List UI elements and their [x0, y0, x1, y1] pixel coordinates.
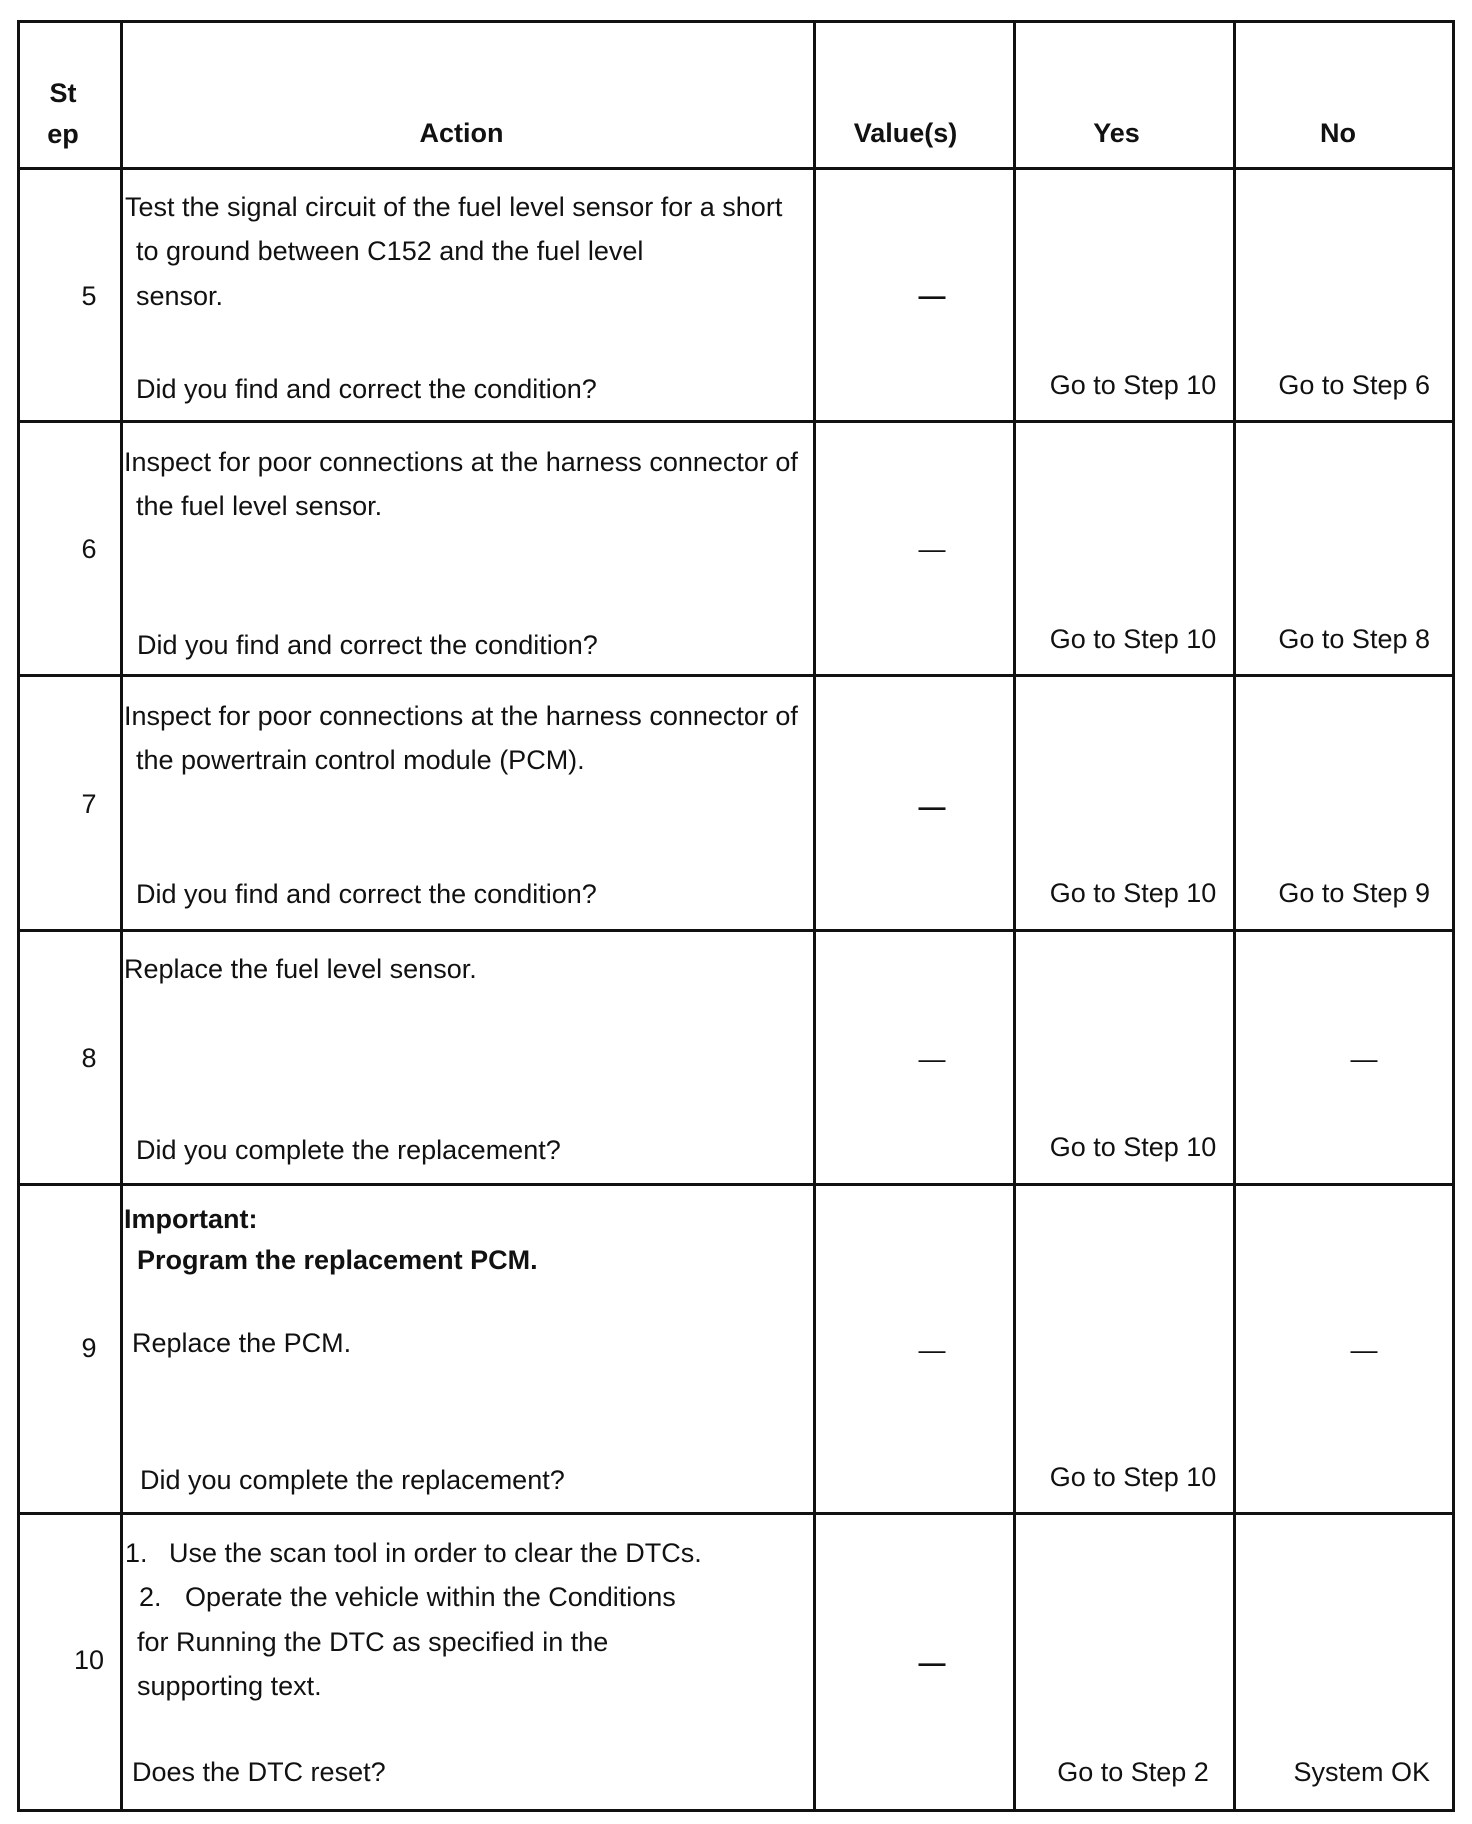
table-row — [17, 1515, 1455, 1812]
question-text: Did you complete the replacement? — [140, 1465, 565, 1495]
table-row — [17, 423, 1455, 677]
no-result: Go to Step 6 — [1278, 370, 1430, 400]
action-text: sensor. — [136, 281, 224, 311]
action-text: the powertrain control module (PCM). — [136, 745, 585, 775]
value-text: — — [918, 1335, 946, 1365]
table-row — [17, 677, 1455, 932]
no-result: — — [1350, 1044, 1378, 1074]
question-text: Did you complete the replacement? — [136, 1135, 561, 1165]
action-text: Replace the fuel level sensor. — [124, 954, 477, 984]
yes-result: Go to Step 10 — [1049, 370, 1217, 400]
header-action-cell — [120, 23, 813, 167]
value-cell — [813, 677, 1013, 929]
step-number: 7 — [81, 789, 97, 819]
step-cell — [17, 932, 120, 1183]
value-cell — [813, 170, 1013, 420]
action-cell — [120, 677, 813, 929]
yes-result: Go to Step 10 — [1049, 1462, 1217, 1492]
list-number: 1. — [125, 1538, 148, 1568]
no-cell — [1233, 170, 1455, 420]
list-item-text: Use the scan tool in order to clear the DTCs. — [169, 1538, 702, 1568]
step-cell — [17, 1186, 120, 1512]
table-header-row — [17, 20, 1455, 170]
header-no-label: No — [1320, 118, 1356, 148]
no-result: System OK — [1293, 1757, 1430, 1787]
step-cell — [17, 1515, 120, 1809]
header-step-cell — [17, 23, 120, 167]
yes-result: Go to Step 10 — [1049, 1132, 1217, 1162]
action-text: Inspect for poor connections at the harness connector of — [124, 701, 798, 731]
question-text: Did you find and correct the condition? — [137, 630, 598, 660]
table-row — [17, 932, 1455, 1186]
no-result: Go to Step 9 — [1278, 878, 1430, 908]
action-text: Inspect for poor connections at the harness connector of — [124, 447, 798, 477]
no-cell — [1233, 1186, 1455, 1512]
action-text: supporting text. — [137, 1671, 322, 1701]
step-number: 5 — [81, 281, 97, 311]
action-cell — [120, 932, 813, 1183]
no-result: Go to Step 8 — [1278, 624, 1430, 654]
action-text: for Running the DTC as specified in the — [137, 1627, 609, 1657]
value-text: — — [918, 534, 946, 564]
step-number: 10 — [73, 1645, 105, 1675]
list-number: 2. — [139, 1582, 162, 1612]
yes-result: Go to Step 10 — [1049, 878, 1217, 908]
value-cell — [813, 1186, 1013, 1512]
step-cell — [17, 170, 120, 420]
step-cell — [17, 677, 120, 929]
yes-result: Go to Step 2 — [1057, 1757, 1209, 1787]
no-result: — — [1350, 1335, 1378, 1365]
value-text: — — [918, 792, 946, 822]
step-number: 6 — [81, 534, 97, 564]
header-step-label: St — [49, 78, 77, 108]
action-text: to ground between C152 and the fuel level — [136, 236, 644, 266]
yes-cell — [1013, 1515, 1233, 1809]
header-action-label: Action — [419, 118, 504, 148]
yes-cell — [1013, 423, 1233, 674]
action-cell — [120, 170, 813, 420]
important-note: Program the replacement PCM. — [137, 1245, 538, 1275]
step-number: 8 — [81, 1043, 97, 1073]
yes-result: Go to Step 10 — [1049, 624, 1217, 654]
value-text: — — [918, 1648, 946, 1678]
list-item-text: Operate the vehicle within the Conditions — [185, 1582, 676, 1612]
no-cell — [1233, 677, 1455, 929]
table-row — [17, 170, 1455, 423]
yes-cell — [1013, 932, 1233, 1183]
header-no-cell — [1233, 23, 1455, 167]
table-row — [17, 1186, 1455, 1515]
value-cell — [813, 423, 1013, 674]
yes-cell — [1013, 1186, 1233, 1512]
action-cell — [120, 423, 813, 674]
action-cell — [120, 1186, 813, 1512]
header-yes-cell — [1013, 23, 1233, 167]
action-text: Replace the PCM. — [132, 1328, 352, 1358]
no-cell — [1233, 1515, 1455, 1809]
important-label: Important: — [124, 1204, 258, 1234]
header-values-cell — [813, 23, 1013, 167]
no-cell — [1233, 932, 1455, 1183]
header-step-label: ep — [47, 119, 79, 149]
action-text: Test the signal circuit of the fuel level sensor for a short — [125, 192, 783, 222]
value-cell — [813, 1515, 1013, 1809]
value-text: — — [918, 1044, 946, 1074]
yes-cell — [1013, 170, 1233, 420]
action-cell — [120, 1515, 813, 1809]
question-text: Did you find and correct the condition? — [136, 374, 597, 404]
question-text: Does the DTC reset? — [132, 1757, 386, 1787]
step-number: 9 — [81, 1333, 97, 1363]
header-values-label: Value(s) — [853, 118, 958, 148]
action-text: the fuel level sensor. — [136, 491, 383, 521]
yes-cell — [1013, 677, 1233, 929]
step-cell — [17, 423, 120, 674]
question-text: Did you find and correct the condition? — [136, 879, 597, 909]
no-cell — [1233, 423, 1455, 674]
value-cell — [813, 932, 1013, 1183]
value-text: — — [918, 281, 946, 311]
header-yes-label: Yes — [1093, 118, 1140, 148]
